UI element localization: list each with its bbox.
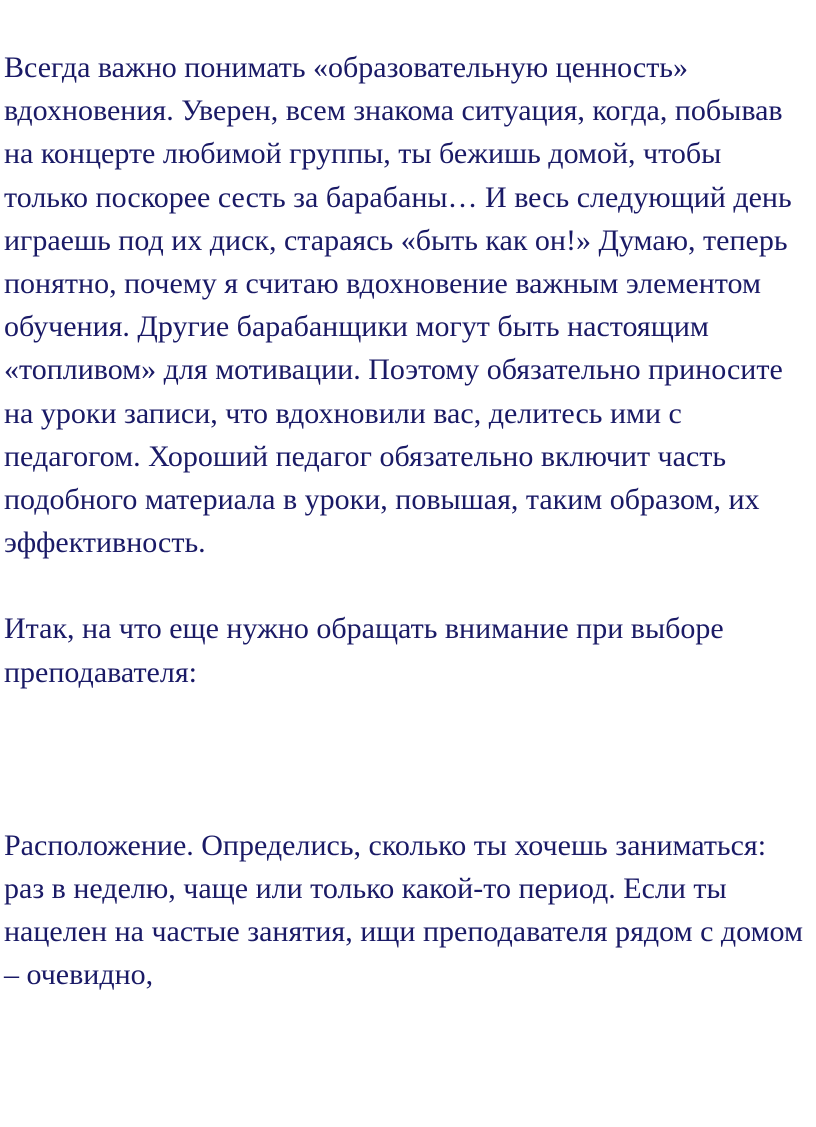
paragraph-inspiration: Всегда важно понимать «образовательную ценность» вдохновения. Уверен, всем знакома ситуация, когда, побывав на концерте любимой группы, ты бежишь домой, чтобы только поскорее сесть за барабаны… И весь следующий день играешь под их диск, стараясь «быть как он!» Думаю, теперь понятно, почему я считаю вдохновение важным элементом обучения. Другие барабанщики могут быть настоящим «топливом» для мотивации. Поэтому обязательно приносите на уроки записи, что вдохновили вас, делитесь ими с педагогом. Хороший педагог обязательно включит часть подобного материала в уроки, повышая, таким образом, их эффективность. <box>4 51 792 560</box>
paragraph-teacher-choice-intro: Итак, на что еще нужно обращать внимание при выборе преподавателя: <box>4 612 724 689</box>
paragraph-location: Расположение. Определись, сколько ты хочешь заниматься: раз в неделю, чаще или только какой-то период. Если ты нацелен на частые занятия, ищи преподавателя рядом с домом – очевидно, <box>4 828 803 992</box>
